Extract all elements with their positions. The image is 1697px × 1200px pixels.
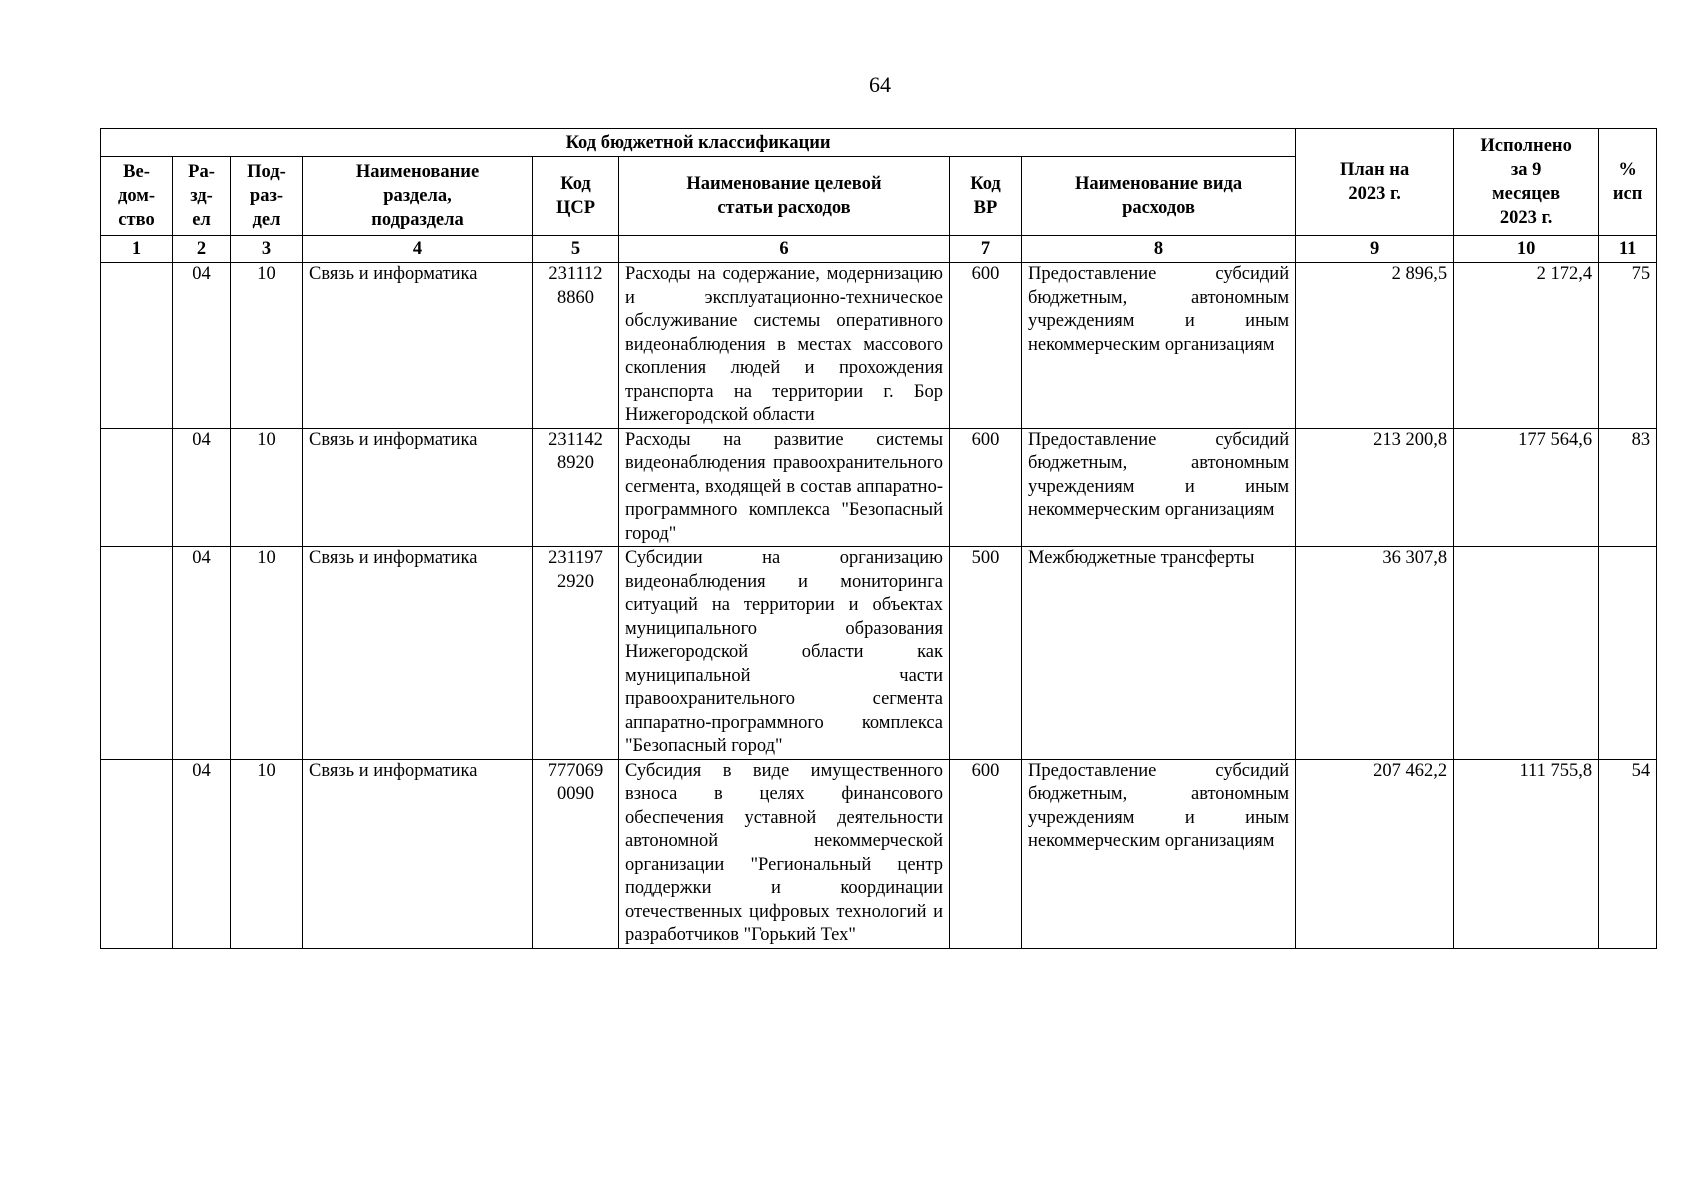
cell-percent (1599, 547, 1657, 760)
cell-csr-code: 231197 2920 (533, 547, 619, 760)
cell-vr-code: 500 (950, 547, 1022, 760)
cell-executed (1454, 547, 1599, 760)
cell-csr-code: 777069 0090 (533, 759, 619, 948)
cell-vedomstvo (101, 428, 173, 547)
table-row (101, 428, 1657, 547)
table-row (101, 759, 1657, 948)
col-header-vedomstvo: Ве- дом- ство (101, 157, 173, 236)
cell-razdel: 04 (173, 428, 231, 547)
cell-plan: 207 462,2 (1296, 759, 1454, 948)
col-header-razdel: Ра- зд- ел (173, 157, 231, 236)
col-header-target-name: Наименование целевой статьи расходов (619, 157, 950, 236)
cell-vr-code: 600 (950, 428, 1022, 547)
col-header-vr-code: Код ВР (950, 157, 1022, 236)
cell-vr-code: 600 (950, 263, 1022, 429)
cell-percent: 54 (1599, 759, 1657, 948)
cell-podrazdel: 10 (231, 759, 303, 948)
col-number: 4 (303, 236, 533, 263)
col-header-executed: Исполнено за 9 месяцев 2023 г. (1454, 129, 1599, 236)
col-header-razdel-name: Наименование раздела, подраздела (303, 157, 533, 236)
col-number: 6 (619, 236, 950, 263)
table-row (101, 547, 1657, 760)
cell-plan: 36 307,8 (1296, 547, 1454, 760)
cell-razdel: 04 (173, 547, 231, 760)
cell-executed: 111 755,8 (1454, 759, 1599, 948)
page-number: 64 (869, 72, 891, 97)
cell-expense-type: Предоставление субсидий бюджетным, автономным учреждениям и иным некоммерческим организациям (1022, 759, 1296, 948)
cell-expense-type: Межбюджетные трансферты (1022, 547, 1296, 760)
col-header-plan: План на 2023 г. (1296, 129, 1454, 236)
cell-razdel-name: Связь и информатика (303, 547, 533, 760)
cell-target-name: Субсидия в виде имущественного взноса в целях финансового обеспечения уставной деятельности автономной некоммерческой организации "Региональный центр поддержки и координации отечественных цифровых технологий и разработчиков "Горький Тех" (619, 759, 950, 948)
cell-executed: 177 564,6 (1454, 428, 1599, 547)
cell-podrazdel: 10 (231, 263, 303, 429)
table-row (101, 263, 1657, 429)
col-number: 11 (1599, 236, 1657, 263)
cell-vedomstvo (101, 759, 173, 948)
col-number: 2 (173, 236, 231, 263)
column-numbers-row (101, 236, 1657, 263)
cell-vedomstvo (101, 547, 173, 760)
col-number: 5 (533, 236, 619, 263)
budget-table (100, 128, 1657, 949)
col-number: 3 (231, 236, 303, 263)
cell-vr-code: 600 (950, 759, 1022, 948)
col-header-podrazdel: Под- раз- дел (231, 157, 303, 236)
cell-podrazdel: 10 (231, 428, 303, 547)
cell-razdel-name: Связь и информатика (303, 428, 533, 547)
header-group-row (101, 129, 1657, 157)
col-header-csr-code: Код ЦСР (533, 157, 619, 236)
cell-csr-code: 231112 8860 (533, 263, 619, 429)
cell-target-name: Расходы на содержание, модернизацию и эксплуатационно-техническое обслуживание системы оперативного видеонаблюдения в местах массового скопления людей и прохождения транспорта на территории г. Бор Нижегородской области (619, 263, 950, 429)
cell-razdel-name: Связь и информатика (303, 263, 533, 429)
cell-percent: 83 (1599, 428, 1657, 547)
col-header-percent: % исп (1599, 129, 1657, 236)
cell-target-name: Расходы на развитие системы видеонаблюдения правоохранительного сегмента, входящей в состав аппаратно-программного комплекса "Безопасный город" (619, 428, 950, 547)
cell-percent: 75 (1599, 263, 1657, 429)
cell-expense-type: Предоставление субсидий бюджетным, автономным учреждениям и иным некоммерческим организациям (1022, 263, 1296, 429)
col-number: 8 (1022, 236, 1296, 263)
cell-expense-type: Предоставление субсидий бюджетным, автономным учреждениям и иным некоммерческим организациям (1022, 428, 1296, 547)
cell-podrazdel: 10 (231, 547, 303, 760)
col-number: 9 (1296, 236, 1454, 263)
cell-vedomstvo (101, 263, 173, 429)
cell-razdel: 04 (173, 263, 231, 429)
cell-plan: 2 896,5 (1296, 263, 1454, 429)
col-number: 7 (950, 236, 1022, 263)
col-number: 1 (101, 236, 173, 263)
cell-plan: 213 200,8 (1296, 428, 1454, 547)
cell-razdel: 04 (173, 759, 231, 948)
cell-target-name: Субсидии на организацию видеонаблюдения и мониторинга ситуаций на территории и объектах муниципального образования Нижегородской области как муниципальной части правоохранительного сегмента аппаратно-программного комплекса "Безопасный город" (619, 547, 950, 760)
cell-executed: 2 172,4 (1454, 263, 1599, 429)
cell-razdel-name: Связь и информатика (303, 759, 533, 948)
col-number: 10 (1454, 236, 1599, 263)
cell-csr-code: 231142 8920 (533, 428, 619, 547)
budget-classification-header: Код бюджетной классификации (101, 129, 1296, 157)
col-header-expense-type: Наименование вида расходов (1022, 157, 1296, 236)
